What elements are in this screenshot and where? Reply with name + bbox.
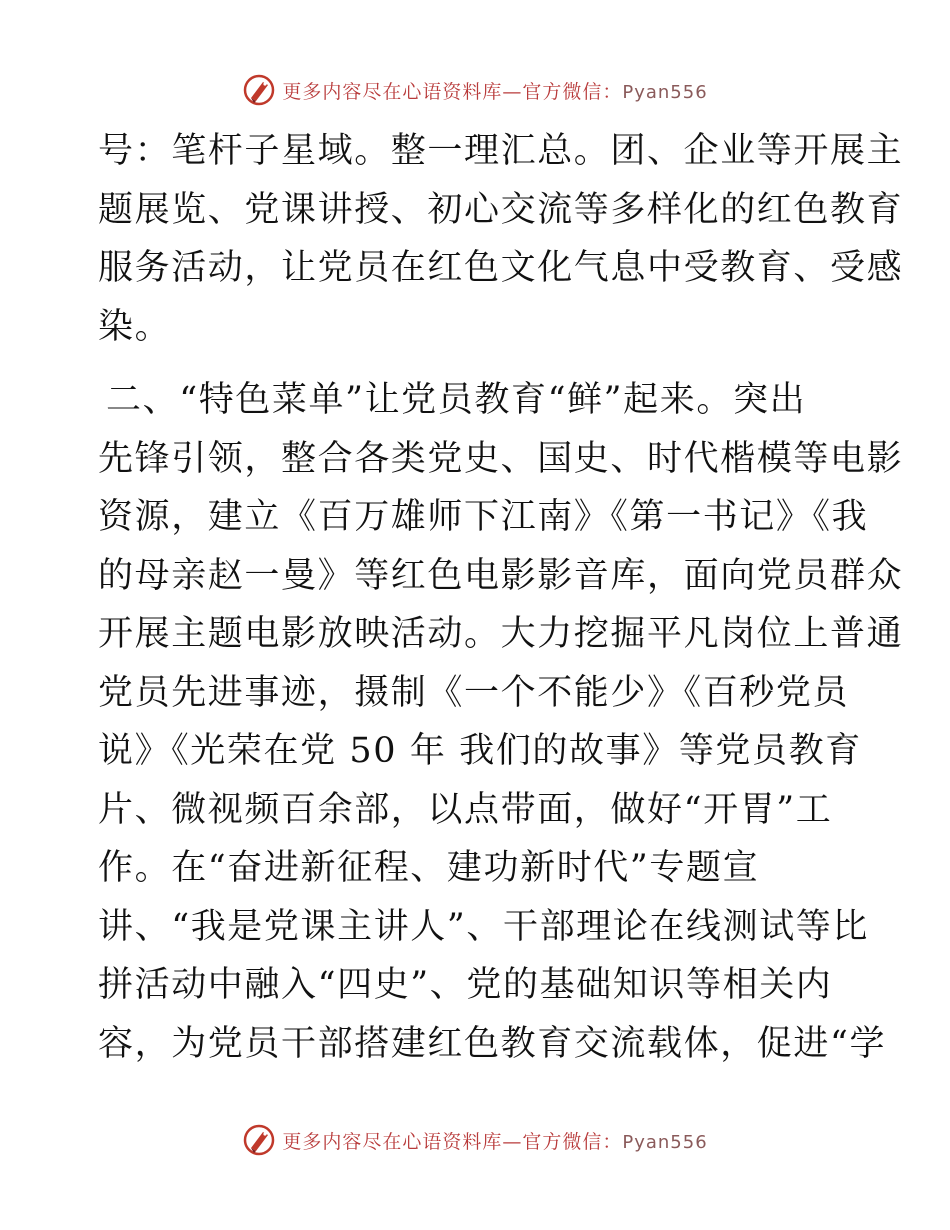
header-banner (0, 70, 950, 110)
text-line: 题展览、党课讲授、初心交流等多样化的红色教育 (98, 189, 904, 230)
footer-wechat-label: 官方微信： (522, 1130, 623, 1153)
pen-nib-logo-icon (242, 1123, 276, 1157)
text-line: 号：笔杆子星域。整一理汇总。团、企业等开展主 (98, 131, 904, 171)
paragraph-spacer (98, 356, 858, 371)
paragraph-1 (98, 122, 904, 356)
header-brand-text: 更多内容尽在心语资料库 (282, 80, 503, 103)
header-dash: — (502, 80, 523, 103)
text-line: 染。 (98, 306, 172, 347)
header-wechat-id: Pyan556 (622, 81, 708, 103)
text-line: 先锋引领，整合各类党史、国史、时代楷模等电影 (98, 438, 904, 479)
footer-dash: — (502, 1130, 523, 1153)
text-line: 说》《光荣在党 50 年 我们的故事》等党员教育 (98, 731, 862, 771)
header-wechat-label: 官方微信： (522, 80, 623, 103)
footer-banner (0, 1120, 950, 1160)
text-line: 讲、“我是党课主讲人”、干部理论在线测试等比 (98, 906, 869, 947)
header-banner-text (282, 77, 707, 104)
text-line: 二、“特色菜单”让党员教育“鲜”起来。突出 (106, 380, 807, 420)
pen-nib-logo-icon (242, 73, 276, 107)
text-line: 拼活动中融入“四史”、党的基础知识等相关内 (98, 965, 833, 1005)
paragraph-2 (98, 371, 904, 1073)
document-body (98, 122, 904, 1073)
footer-banner-content (242, 1123, 707, 1157)
text-line: 的母亲赵一曼》等红色电影影音库，面向党员群众 (98, 555, 904, 596)
text-line: 服务活动，让党员在红色文化气息中受教育、受感 (98, 248, 904, 288)
header-banner-content (242, 73, 707, 107)
text-line: 党员先进事迹，摄制《一个不能少》《百秒党员 (98, 672, 850, 713)
text-line: 资源，建立《百万雄师下江南》《第一书记》《我 (98, 497, 869, 537)
text-line: 开展主题电影放映活动。大力挖掘平凡岗位上普通 (98, 614, 904, 654)
text-line: 作。在“奋进新征程、建功新时代”专题宣 (98, 848, 760, 888)
text-line: 片、微视频百余部，以点带面，做好“开胃”工 (98, 789, 833, 830)
footer-banner-text (282, 1127, 707, 1154)
footer-wechat-id: Pyan556 (622, 1131, 708, 1153)
text-line: 容，为党员干部搭建红色教育交流载体，促进“学 (98, 1023, 887, 1064)
footer-brand-text: 更多内容尽在心语资料库 (282, 1130, 503, 1153)
